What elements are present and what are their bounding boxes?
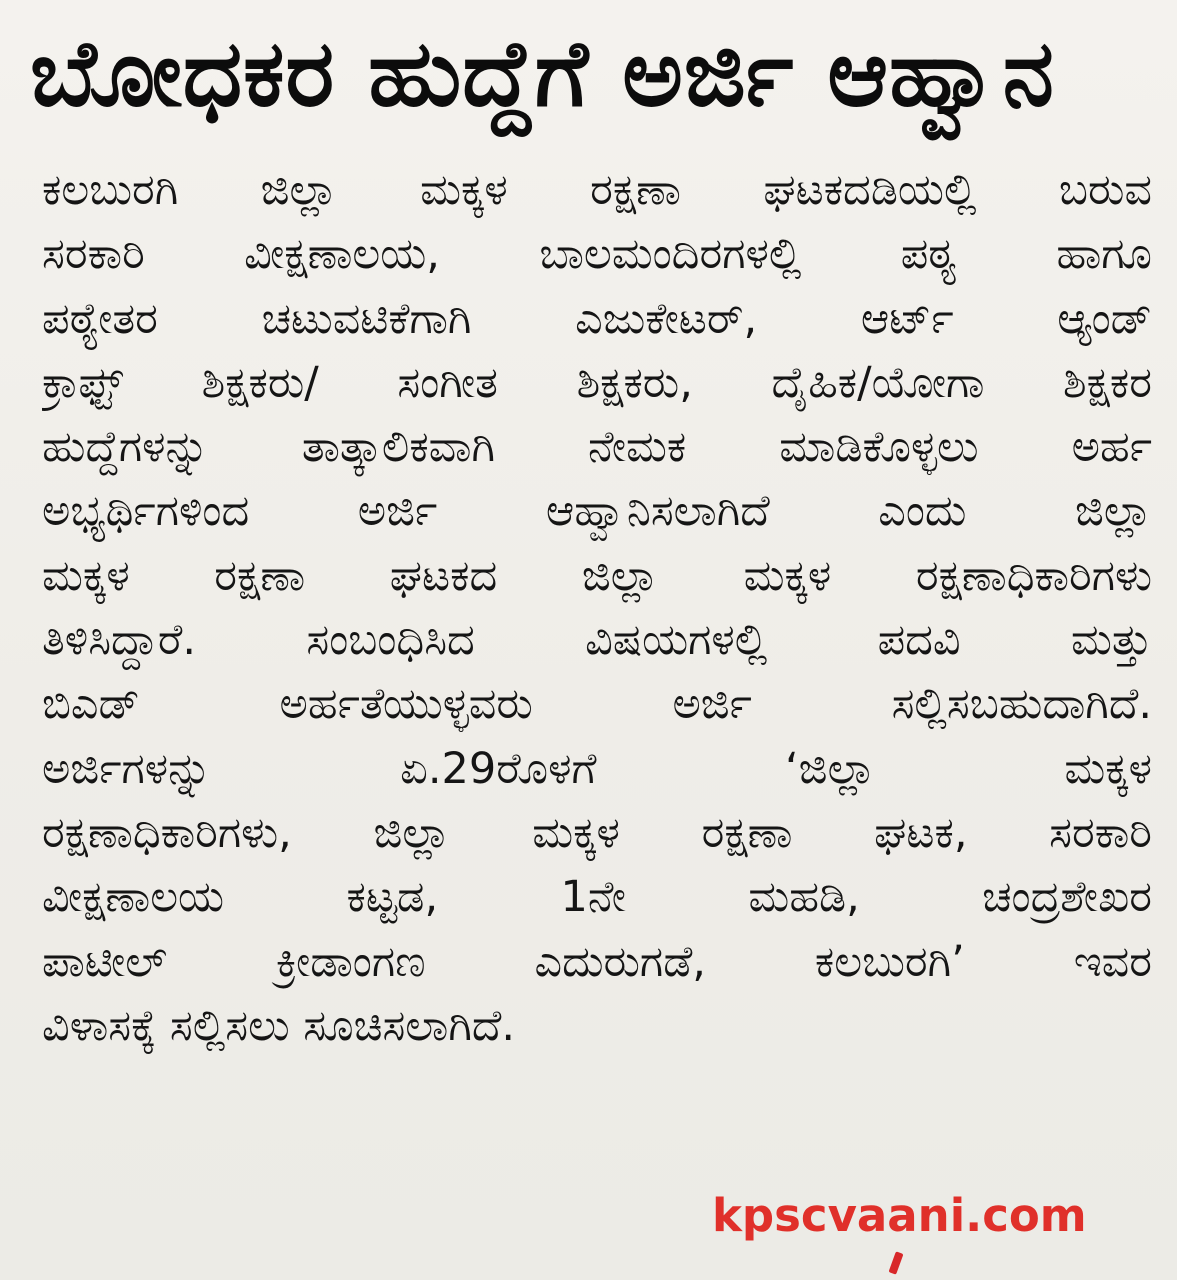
article-line: ಪಾಟೀಲ್ ಕ್ರೀಡಾಂಗಣ ಎದುರುಗಡೆ, ಕಲಬುರಗಿ’ ಇವರ bbox=[42, 936, 1152, 987]
article-line: ಅಭ್ಯರ್ಥಿಗಳಿಂದ ಅರ್ಜಿ ಆಹ್ವಾನಿಸಲಾಗಿದೆ ಎಂದು ಜಿಲ್ಲಾ bbox=[42, 486, 1152, 537]
article-line: ಮಕ್ಕಳ ರಕ್ಷಣಾ ಘಟಕದ ಜಿಲ್ಲಾ ಮಕ್ಕಳ ರಕ್ಷಣಾಧಿಕಾರಿಗಳು bbox=[42, 550, 1152, 601]
watermark-text: kpscvaani.com bbox=[712, 1189, 1087, 1242]
article-line: ಸರಕಾರಿ ವೀಕ್ಷಣಾಲಯ, ಬಾಲಮಂದಿರಗಳಲ್ಲಿ ಪಠ್ಯ ಹಾಗೂ bbox=[42, 229, 1152, 280]
red-mark-decoration bbox=[888, 1251, 903, 1274]
article-line: ಬಿಎಡ್ ಅರ್ಹತೆಯುಳ್ಳವರು ಅರ್ಜಿ ಸಲ್ಲಿಸಬಹುದಾಗಿದೆ. bbox=[42, 679, 1152, 730]
article-line: ಅರ್ಜಿಗಳನ್ನು ಏ.29ರೊಳಗೆ ‘ಜಿಲ್ಲಾ ಮಕ್ಕಳ bbox=[42, 743, 1152, 794]
article-line: ತಿಳಿಸಿದ್ದಾರೆ. ಸಂಬಂಧಿಸಿದ ವಿಷಯಗಳಲ್ಲಿ ಪದವಿ ಮತ್ತು bbox=[42, 615, 1152, 666]
article-body bbox=[42, 158, 1152, 1233]
headline: ಬೋಧಕರ ಹುದ್ದೆಗೆ ಅರ್ಜಿ ಆಹ್ವಾನ bbox=[30, 20, 1055, 127]
article-line: ವಿಳಾಸಕ್ಕೆ ಸಲ್ಲಿಸಲು ಸೂಚಿಸಲಾಗಿದೆ. bbox=[42, 1000, 516, 1051]
article-line: ವೀಕ್ಷಣಾಲಯ ಕಟ್ಟಡ, 1ನೇ ಮಹಡಿ, ಚಂದ್ರಶೇಖರ bbox=[42, 872, 1152, 923]
article-line: ಹುದ್ದೆಗಳನ್ನು ತಾತ್ಕಾಲಿಕವಾಗಿ ನೇಮಕ ಮಾಡಿಕೊಳ್ಳಲು ಅರ್ಹ bbox=[42, 422, 1152, 473]
article-line: ರಕ್ಷಣಾಧಿಕಾರಿಗಳು, ಜಿಲ್ಲಾ ಮಕ್ಕಳ ರಕ್ಷಣಾ ಘಟಕ, ಸರಕಾರಿ bbox=[42, 807, 1152, 858]
article-line: ಕಲಬುರಗಿ ಜಿಲ್ಲಾ ಮಕ್ಕಳ ರಕ್ಷಣಾ ಘಟಕದಡಿಯಲ್ಲಿ ಬರುವ bbox=[42, 165, 1152, 215]
article-line: ಪಠ್ಯೇತರ ಚಟುವಟಿಕೆಗಾಗಿ ಎಜುಕೇಟರ್, ಆರ್ಟ್ ಆ್ಯಂಡ್ bbox=[42, 293, 1152, 344]
article-line: ಕ್ರಾಫ್ಟ್ ಶಿಕ್ಷಕರು/ ಸಂಗೀತ ಶಿಕ್ಷಕರು, ದೈಹಿಕ/ಯೋಗಾ ಶಿಕ್ಷಕರ bbox=[42, 357, 1152, 408]
